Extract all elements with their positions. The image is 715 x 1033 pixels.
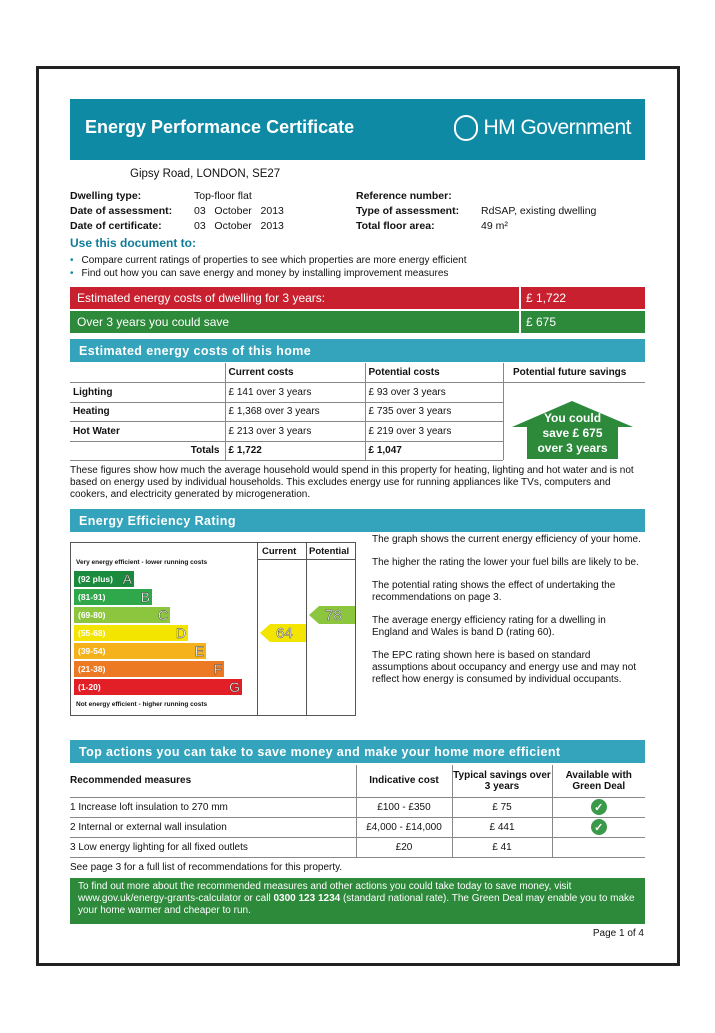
current-cost: £ 141 over 3 years [225,383,365,403]
rating-band-f [74,661,224,677]
table-header-row [70,363,503,383]
table-row [70,402,503,422]
hm-government-logo [454,115,631,141]
date-certificate-value: 03 October 2013 [194,220,284,232]
measure: 2 Internal or external wall insulation [70,817,356,837]
indicative-cost: £20 [356,837,452,857]
check-icon: ✓ [591,819,607,835]
table-row [70,837,645,857]
savings-header: Typical savings over 3 years [452,765,552,797]
band-letter: D [175,625,186,641]
certificate-header [70,99,645,160]
table-row [70,817,645,837]
band-letter: B [140,589,150,605]
estimated-costs-bar [70,287,645,309]
band-letter: G [229,679,240,695]
use-document-bullet: • Compare current ratings of properties to see which properties are more energy efficient [70,255,467,266]
band-range: (39-54) [78,646,106,656]
efficiency-text: The graph shows the current energy efficiency of your home. [372,534,641,545]
inefficient-note: Not energy efficient - higher running costs [76,701,208,708]
floor-area-value: 49 m² [481,220,508,232]
current-cost: £ 1,368 over 3 years [225,402,365,422]
floor-area-label: Total floor area: [356,220,435,232]
actions-table [70,765,645,858]
bullet-icon: • [70,268,74,279]
potential-cost: £ 735 over 3 years [365,402,503,422]
band-range: (81-91) [78,592,106,602]
green-deal-cell [552,817,645,837]
band-letter: A [122,571,132,587]
assessment-type-label: Type of assessment: [356,205,460,217]
property-address: Gipsy Road, LONDON, SE27 [130,168,281,180]
estimated-costs-value: £ 1,722 [519,287,645,309]
efficiency-chart [70,542,356,716]
green-deal-footer: To find out more about the recommended measures and other actions you could take today to save money, visit www.gov.uk/energy-grants-calculator or call 0300 123 1234 (standard national rate). The Green Deal may enable you to make your home warmer and cheaper to run. [70,878,645,924]
use-document-bullet: • Find out how you can save energy and money by installing improvement measures [70,268,449,279]
typical-savings: £ 441 [452,817,552,837]
rating-band-b [74,589,152,605]
band-range: (21-38) [78,664,106,674]
green-deal-cell [552,797,645,817]
typical-savings: £ 41 [452,837,552,857]
crest-icon [454,115,478,141]
band-range: (1-20) [78,682,101,692]
table-row [70,383,503,403]
future-savings-header: Potential future savings [503,363,645,383]
date-assessment-label: Date of assessment: [70,205,173,217]
typical-savings: £ 75 [452,797,552,817]
check-icon: ✓ [591,799,607,815]
band-letter: C [157,607,168,623]
potential-column-header: Potential [309,546,350,557]
measure: 3 Low energy lighting for all fixed outlets [70,837,356,857]
band-range: (69-80) [78,610,106,620]
hm-government-text: HM Government [483,116,631,139]
measure: 1 Increase loft insulation to 270 mm [70,797,356,817]
see-page-note: See page 3 for a full list of recommendations for this property. [70,862,343,873]
row-label: Heating [70,402,225,422]
totals-label: Totals [70,441,225,461]
table-header-row [70,765,645,797]
potential-costs-header: Potential costs [365,363,503,383]
band-range: (55-68) [78,628,106,638]
table-row [70,797,645,817]
row-label: Lighting [70,383,225,403]
green-deal-cell [552,837,645,857]
potential-rating-pointer: 78 [309,606,326,624]
efficient-note: Very energy efficient - lower running costs [76,559,208,566]
cost-header: Indicative cost [356,765,452,797]
efficiency-text: The average energy efficiency rating for a dwelling in England and Wales is band D (rating 60). [372,615,606,638]
dwelling-type-label: Dwelling type: [70,190,142,202]
indicative-cost: £4,000 - £14,000 [356,817,452,837]
band-letter: F [213,661,222,677]
band-range: (92 plus) [78,574,113,584]
table-row [70,422,503,442]
current-cost: £ 213 over 3 years [225,422,365,442]
rating-band-a [74,571,134,587]
current-costs-header: Current costs [225,363,365,383]
page-number: Page 1 of 4 [592,928,644,939]
rating-band-d [74,625,188,641]
current-column-header: Current [262,546,297,557]
rating-band-e [74,643,206,659]
costs-heading: Estimated energy costs of this home [70,339,645,362]
could-save-label: Over 3 years you could save [77,315,230,329]
could-save-value: £ 675 [519,311,645,333]
totals-potential: £ 1,047 [365,441,503,461]
rating-band-c [74,607,170,623]
savings-arrow-text: You could save £ 675 over 3 years [537,411,608,455]
green-deal-header: Available with Green Deal [552,765,645,797]
use-document-heading: Use this document to: [70,236,197,250]
measures-header: Recommended measures [70,765,356,797]
reference-label: Reference number: [356,190,452,202]
potential-cost: £ 93 over 3 years [365,383,503,403]
bullet-icon: • [70,255,74,266]
current-rating-pointer: 64 [260,624,277,642]
divider [503,382,504,460]
estimated-costs-label: Estimated energy costs of dwelling for 3 years: [77,291,326,305]
band-letter: E [194,643,204,659]
rating-band-g [74,679,242,695]
phone-number: 0300 123 1234 [273,893,341,904]
efficiency-heading: Energy Efficiency Rating [70,509,645,532]
date-assessment-value: 03 October 2013 [194,205,284,217]
potential-cost: £ 219 over 3 years [365,422,503,442]
totals-row [70,441,503,461]
row-label: Hot Water [70,422,225,442]
efficiency-explanation [372,534,644,686]
indicative-cost: £100 - £350 [356,797,452,817]
efficiency-text: The EPC rating shown here is based on standard assumptions about occupancy and energy use and may not reflect how energy is consumed by individual occupants. [372,650,637,685]
certificate-title: Energy Performance Certificate [85,117,355,137]
efficiency-text: The higher the rating the lower your fuel bills are likely to be. [372,557,639,568]
totals-current: £ 1,722 [225,441,365,461]
efficiency-text: The potential rating shows the effect of undertaking the recommendations on page 3. [372,580,616,603]
costs-table [70,363,503,461]
assessment-type-value: RdSAP, existing dwelling [481,205,597,217]
could-save-bar [70,311,645,333]
actions-heading: Top actions you can take to save money and make your home more efficient [70,740,645,763]
dwelling-type-value: Top-floor flat [194,190,252,202]
costs-note: These figures show how much the average household would spend in this property for heating, lighting and hot water and is not based on energy used by individual households. This excludes energy use for running appliances like TVs, computers and cookers, and electricity generated by microgeneration. [70,465,634,500]
date-certificate-label: Date of certificate: [70,220,162,232]
